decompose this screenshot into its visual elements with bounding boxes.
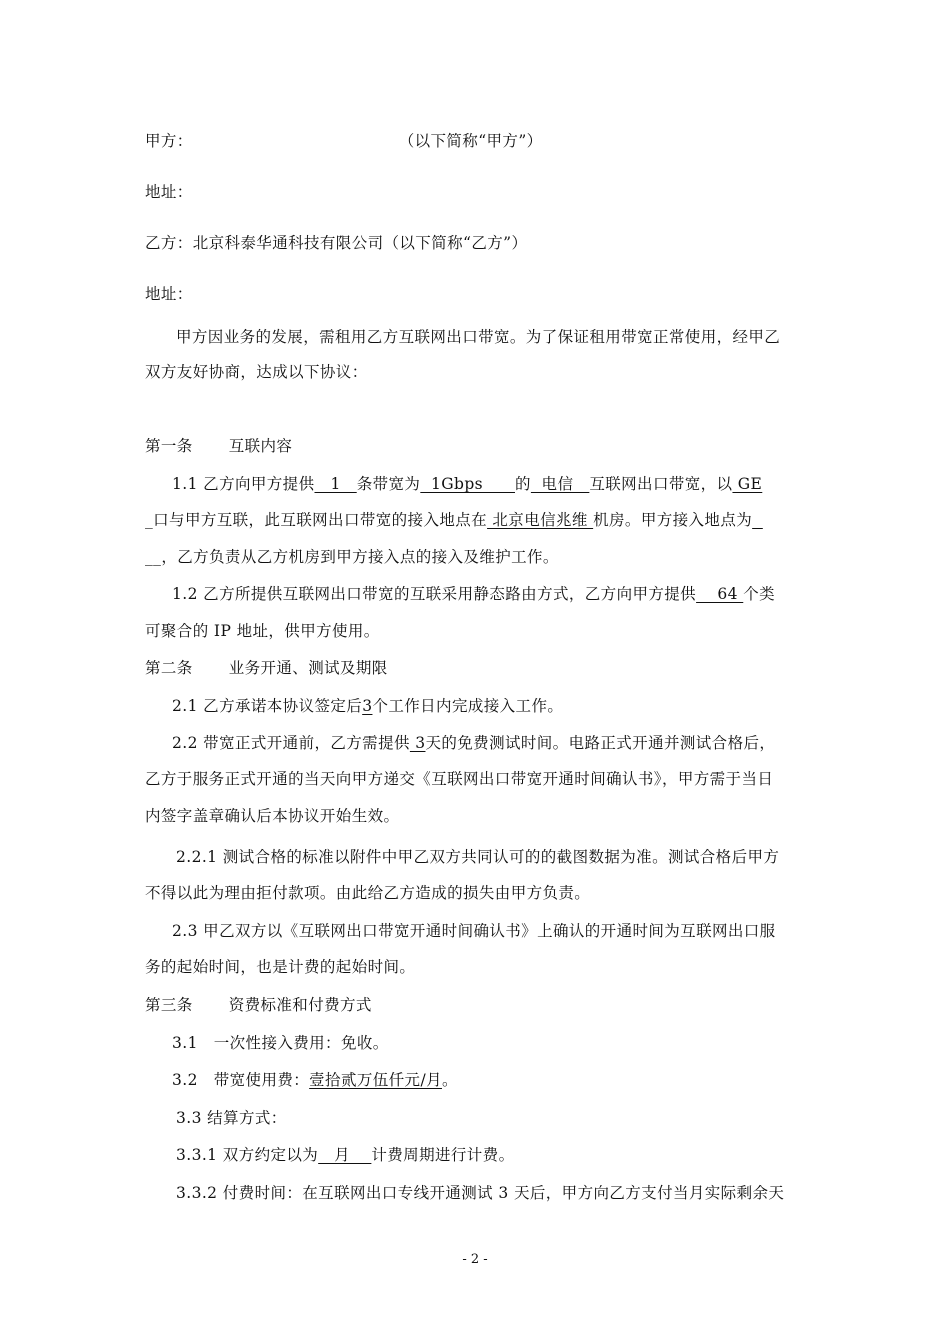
article-3-title-text: 资费标准和付费方式 xyxy=(228,996,372,1014)
clause-3-3-1 xyxy=(176,1145,514,1165)
party-a-line xyxy=(145,131,543,151)
page-number: - 2 - xyxy=(462,1252,488,1267)
clause-text: _口与甲方互联，此互联网出口带宽的接入地点在 xyxy=(145,511,488,529)
clause-text: 个类 xyxy=(743,585,776,603)
party-b-line: 乙方：北京科泰华通科技有限公司（以下简称“乙方”） xyxy=(145,234,528,252)
clause-text: 个工作日内完成接入工作。 xyxy=(372,697,564,715)
clause-text: 1.2 乙方所提供互联网出口带宽的互联采用静态路由方式，乙方向甲方提供 xyxy=(172,585,697,603)
clause-text: ，乙方负责从乙方机房到甲方接入点的接入及维护工作。 xyxy=(161,548,559,566)
clause-text: 条带宽为 xyxy=(356,475,421,493)
clause-2-2-1-line-2: 不得以此为理由拒付款项。由此给乙方造成的损失由甲方负责。 xyxy=(145,884,591,902)
clause-text: 机房。甲方接入地点为 xyxy=(593,511,753,529)
clause-2-1 xyxy=(172,696,563,716)
clause-text: 天的免费测试时间。电路正式开通并测试合格后， xyxy=(425,734,776,752)
clause-text: 2.2 带宽正式开通前，乙方需提供 xyxy=(172,734,410,752)
billing-period-field: 月 xyxy=(318,1146,372,1164)
clause-text: 3.3.1 双方约定以为 xyxy=(176,1146,319,1164)
location-field: 北京电信兆维 xyxy=(487,511,594,529)
clause-3-1: 3.1 一次性接入费用：免收。 xyxy=(172,1034,389,1052)
carrier-field: 电信 xyxy=(530,475,590,493)
fee-amount-field: 壹拾贰万伍仟元/月 xyxy=(309,1071,442,1089)
clause-text: 。 xyxy=(441,1071,458,1089)
clause-text: 3.2 带宽使用费： xyxy=(172,1071,310,1089)
clause-text: 的 xyxy=(515,475,531,493)
clause-3-3: 3.3 结算方式： xyxy=(176,1109,287,1127)
article-2-title: 第二条 xyxy=(145,659,193,677)
clause-2-2-1-line-1: 2.2.1 测试合格的标准以附件中甲乙双方共同认可的的截图数据为准。测试合格后甲方 xyxy=(176,848,780,866)
clause-text: 互联网出口带宽，以 xyxy=(589,475,733,493)
article-3-title: 第三条 xyxy=(145,996,193,1014)
test-days-field: 3 xyxy=(409,734,426,752)
clause-3-2 xyxy=(172,1070,458,1090)
article-1-heading xyxy=(145,436,292,456)
party-b-address: 地址： xyxy=(145,285,193,303)
article-1-title-text: 互联内容 xyxy=(228,437,293,455)
intro-line-2: 双方友好协商，达成以下协议： xyxy=(145,363,368,381)
clause-1-1-line-2 xyxy=(145,510,763,530)
port-field: GE xyxy=(732,475,763,493)
article-2-title-text: 业务开通、测试及期限 xyxy=(228,659,388,677)
clause-2-3-line-2: 务的起始时间，也是计费的起始时间。 xyxy=(145,958,416,976)
clause-2-2-line-2: 乙方于服务正式开通的当天向甲方递交《互联网出口带宽开通时间确认书》，甲方需于当日 xyxy=(145,770,774,788)
party-a-location-field xyxy=(752,511,763,529)
party-a-abbrev: （以下简称“甲方”） xyxy=(398,132,543,150)
clause-2-2-line-1 xyxy=(172,733,775,753)
clause-text: 计费周期进行计费。 xyxy=(371,1146,515,1164)
clause-1-1-line-3 xyxy=(145,547,559,567)
article-2-heading xyxy=(145,658,388,678)
clause-3-3-2: 3.3.2 付费时间：在互联网出口专线开通测试 3 天后，甲方向乙方支付当月实际剩余天 xyxy=(176,1184,785,1202)
article-1-title: 第一条 xyxy=(145,437,193,455)
clause-2-2-line-3: 内签字盖章确认后本协议开始生效。 xyxy=(145,807,400,825)
clause-2-3-line-1: 2.3 甲乙双方以《互联网出口带宽开通时间确认书》上确认的开通时间为互联网出口服 xyxy=(172,922,776,940)
intro-line-1: 甲方因业务的发展，需租用乙方互联网出口带宽。为了保证租用带宽正常使用，经甲乙 xyxy=(176,328,781,346)
party-a-address: 地址： xyxy=(145,183,193,201)
clause-1-2-line-2: 可聚合的 IP 地址，供甲方使用。 xyxy=(145,622,380,640)
blank-field: __ xyxy=(145,548,162,566)
clause-1-2-line-1 xyxy=(172,584,775,604)
party-a-label: 甲方： xyxy=(145,132,193,150)
article-3-heading xyxy=(145,995,372,1015)
quantity-field: 1 xyxy=(314,475,357,493)
clause-text: 2.1 乙方承诺本协议签定后 xyxy=(172,697,363,715)
clause-1-1-line-1 xyxy=(172,474,762,494)
ip-count-field: 64 xyxy=(696,585,744,603)
work-days-field: 3 xyxy=(362,697,373,715)
bandwidth-field: 1Gbps xyxy=(420,475,515,493)
clause-text: 1.1 乙方向甲方提供 xyxy=(172,475,315,493)
